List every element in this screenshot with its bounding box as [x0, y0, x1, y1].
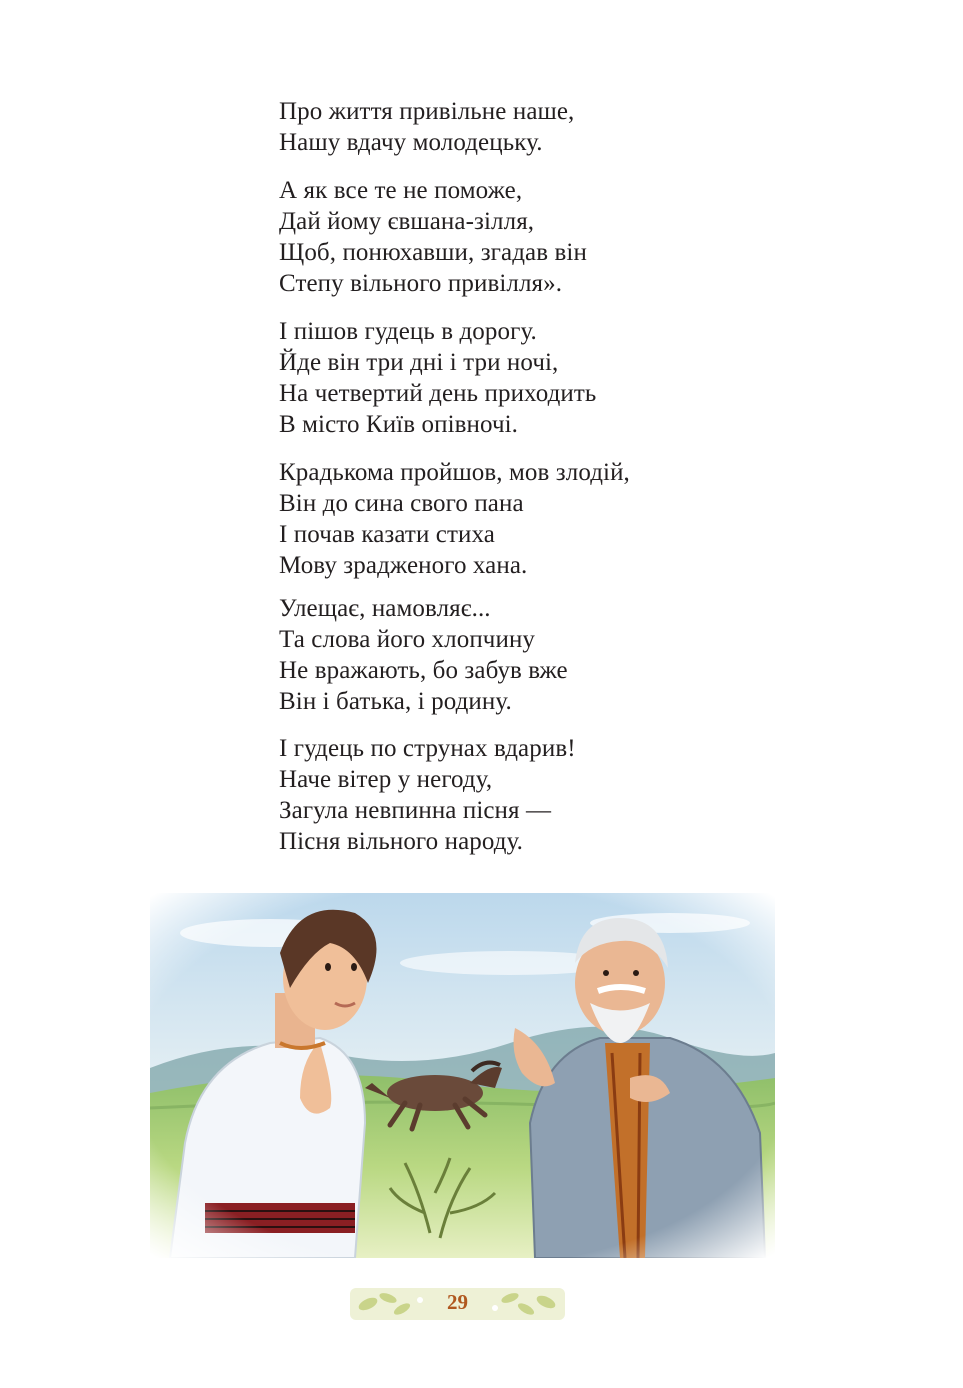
poem-line: І пішов гудець в дорогу.	[279, 318, 537, 345]
stanza-1	[279, 96, 574, 158]
poem-line: А як все те не поможе,	[279, 177, 523, 204]
poem-line: Та слова його хлопчину	[279, 626, 536, 653]
stanza-3	[279, 316, 596, 440]
poem-line: Загула невпинна пісня —	[279, 797, 552, 824]
poem-line: Про життя привільне наше,	[279, 98, 575, 125]
poem-line: Мову зрадженого хана.	[279, 552, 528, 579]
poem-line: Він до сина свого пана	[279, 490, 524, 517]
poem-line: На четвертий день приходить	[279, 380, 597, 407]
story-illustration	[150, 893, 775, 1258]
stanza-5	[279, 593, 568, 717]
stanza-6	[279, 733, 576, 857]
poem-line: Улещає, намовляє...	[279, 595, 491, 622]
poem-line: Нашу вдачу молодецьку.	[279, 129, 543, 156]
poem-line: Йде він три дні і три ночі,	[279, 349, 559, 376]
poem-line: І гудець по струнах вдарив!	[279, 735, 576, 762]
page-number: 29	[447, 1290, 468, 1314]
stanza-2	[279, 175, 587, 299]
poem-line: Щоб, понюхавши, згадав він	[279, 239, 587, 266]
poem-line: Пісня вільного народу.	[279, 828, 524, 855]
illustration-vignette	[150, 893, 775, 1258]
poem-line: Дай йому євшана-зілля,	[279, 208, 535, 235]
poem-line: Степу вільного привілля».	[279, 270, 563, 297]
poem-line: Не вражають, бо забув вже	[279, 657, 568, 684]
poem-line: Він і батька, і родину.	[279, 688, 512, 715]
poem-line: Крадькома пройшов, мов злодій,	[279, 459, 630, 486]
poem-line: І почав казати стиха	[279, 521, 495, 548]
stanza-4	[279, 457, 630, 581]
poem-line: В місто Київ опівночі.	[279, 411, 519, 438]
poem-line: Наче вітер у негоду,	[279, 766, 493, 793]
